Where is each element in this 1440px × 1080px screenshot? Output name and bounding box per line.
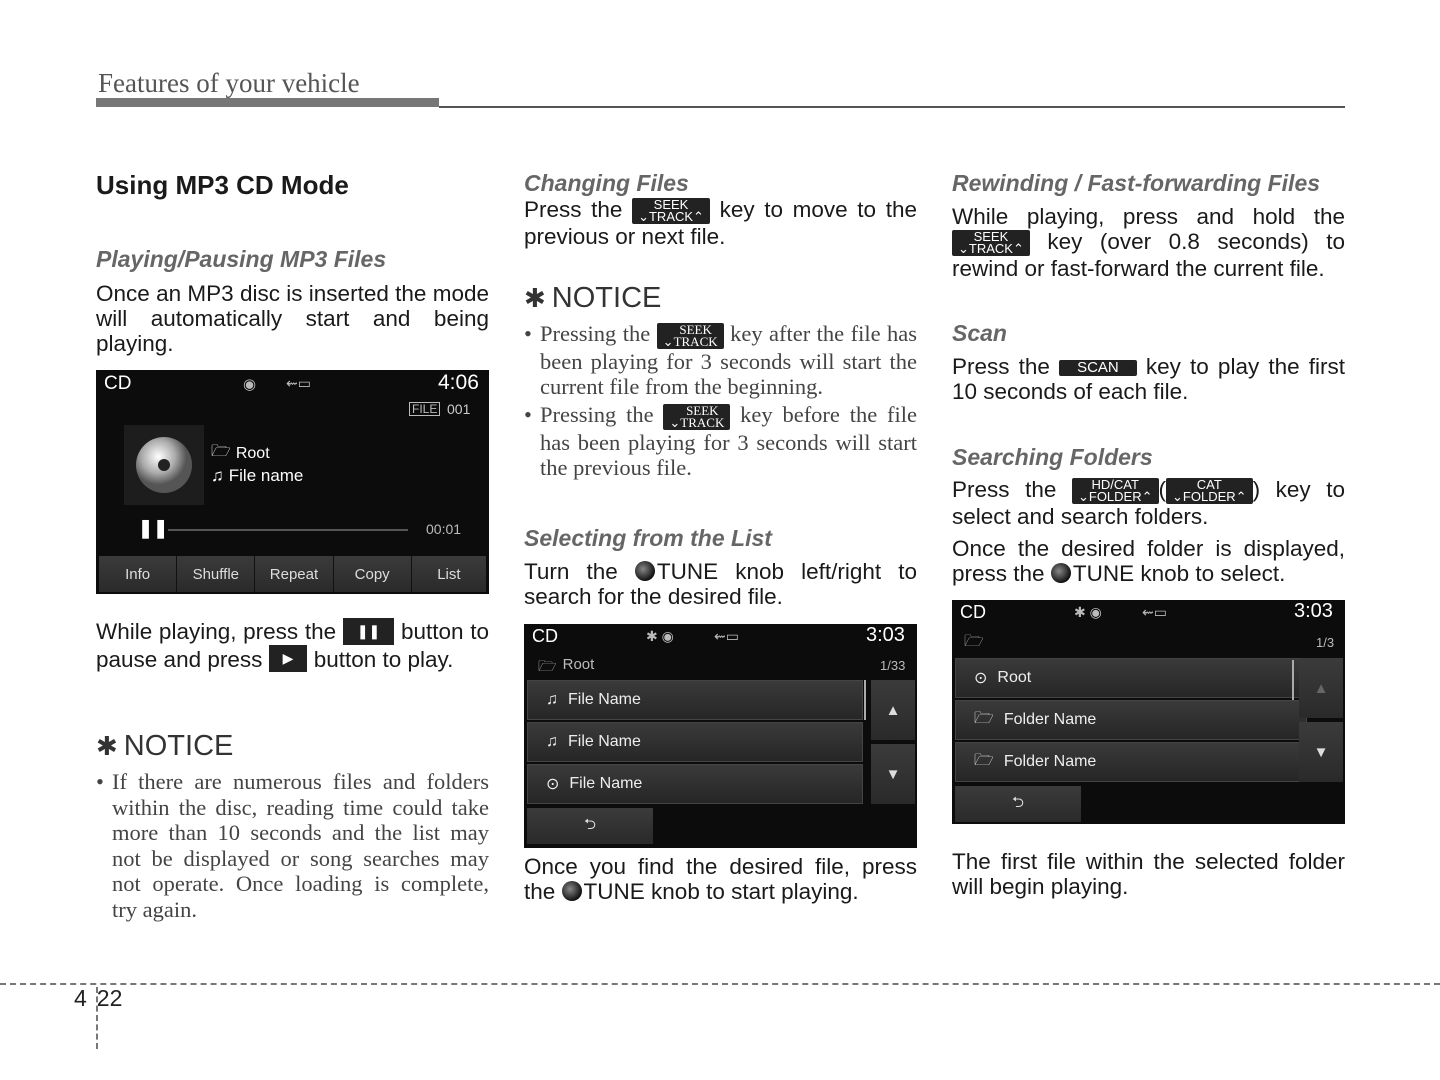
bluetooth-icon: ✱ ◉ bbox=[1074, 604, 1102, 620]
notice-item-1: • Pressing the ⌄SEEK TRACK key after the file has been playing for 3 seconds will start the current file from the beginning. bbox=[524, 321, 917, 400]
usb-icon: ⇜▭ bbox=[1142, 604, 1167, 620]
usb-icon: ⇜▭ bbox=[286, 375, 311, 391]
scroll-thumb[interactable] bbox=[864, 680, 866, 720]
folders-paragraph: Press the ⌄HD/CAT FOLDER⌃ ( ⌄CAT FOLDER⌃ ) key to select and search folders. bbox=[952, 477, 1345, 530]
folder-select-paragraph: Once the desired folder is displayed, press the TUNE knob to select. bbox=[952, 536, 1345, 586]
pause-text-a: While playing, press the bbox=[96, 619, 337, 644]
folder-name: Root bbox=[562, 656, 595, 673]
find-file-paragraph: Once you find the desired file, press the TUNE knob to start playing. bbox=[524, 854, 917, 904]
header-accent-bar bbox=[96, 98, 439, 107]
footer-vertical-divider bbox=[96, 987, 98, 1049]
play-circle-icon: ⊙ bbox=[974, 670, 988, 687]
subheading-searching-folders: Searching Folders bbox=[952, 444, 1153, 470]
folder-icon: 🗁 bbox=[211, 443, 231, 460]
hdcat-folder-key: ⌄HD/CAT FOLDER⌃ bbox=[1072, 478, 1159, 504]
scan-paragraph: Press the SCAN key to play the first 10 seconds of each file. bbox=[952, 354, 1345, 404]
selecting-paragraph: Turn the TUNE knob left/right to search for the desired file. bbox=[524, 559, 917, 609]
folder-icon: 🗁 bbox=[974, 751, 994, 769]
notice-item-2: • Pressing the ⌄SEEK TRACK key before the file has been playing for 3 seconds will start the previous file. bbox=[524, 402, 917, 481]
tab-copy[interactable]: Copy bbox=[334, 556, 412, 592]
page-in-chapter: 22 bbox=[96, 985, 123, 1011]
scan-key: SCAN bbox=[1059, 360, 1137, 376]
folder-icon: 🗁 bbox=[974, 709, 994, 727]
screen-source-label: CD bbox=[532, 626, 558, 646]
scroll-up-button[interactable]: ▲ bbox=[871, 680, 915, 740]
seek-track-key: ⌄SEEK TRACK⌃ bbox=[632, 198, 710, 224]
asterisk-icon: ✱ bbox=[524, 283, 546, 313]
list-item[interactable]: ⊙ File Name bbox=[527, 764, 863, 804]
scroll-up-button[interactable]: ▲ bbox=[1299, 658, 1343, 718]
cd-folder-screen bbox=[952, 600, 1345, 824]
screen-clock: 3:03 bbox=[1294, 600, 1333, 622]
asterisk-icon: ✱ bbox=[96, 731, 118, 761]
screen-source-label: CD bbox=[960, 602, 986, 622]
cd-list-screen bbox=[524, 624, 917, 848]
folder-icon: 🗁 bbox=[964, 633, 984, 650]
scroll-down-button[interactable]: ▼ bbox=[1299, 722, 1343, 782]
header-rule bbox=[439, 106, 1345, 108]
seek-track-key: ⌄SEEK TRACK bbox=[657, 323, 724, 349]
tune-knob-icon bbox=[1051, 563, 1071, 583]
list-item[interactable]: ♫ File Name bbox=[527, 722, 863, 762]
music-note-icon: ♫ bbox=[211, 466, 224, 485]
first-file-paragraph: The first file within the selected folder will begin playing. bbox=[952, 849, 1345, 899]
pause-button-icon: ❚❚ bbox=[343, 618, 394, 645]
tab-list[interactable]: List bbox=[412, 556, 486, 592]
list-item[interactable]: ⊙ Root bbox=[955, 658, 1307, 698]
elapsed-time: 00:01 bbox=[426, 521, 462, 537]
folder-line bbox=[538, 656, 594, 681]
chapter-number: 4 bbox=[74, 985, 87, 1011]
tab-shuffle[interactable]: Shuffle bbox=[177, 556, 255, 592]
play-button-icon: ▶ bbox=[269, 645, 308, 672]
screen-tab-bar bbox=[99, 556, 486, 592]
cat-folder-key: ⌄CAT FOLDER⌃ bbox=[1166, 478, 1253, 504]
folder-line bbox=[211, 440, 270, 467]
tab-info[interactable]: Info bbox=[99, 556, 177, 592]
changing-text-a: Press the bbox=[524, 197, 623, 222]
section-header: Features of your vehicle bbox=[98, 68, 360, 98]
music-note-icon: ♫ bbox=[546, 691, 558, 708]
notice-item: • If there are numerous files and folders within the disc, reading time could take more than 10 seconds and the list may not be displayed or song searches may not operate. Once loading is complete, try again. bbox=[96, 769, 489, 922]
list-item[interactable]: ♫ File Name bbox=[527, 680, 863, 720]
back-button[interactable]: ⮌ bbox=[955, 786, 1081, 822]
notice-heading-2 bbox=[524, 282, 661, 315]
play-circle-icon: ⊙ bbox=[546, 776, 560, 793]
file-line bbox=[211, 466, 303, 486]
subheading-playing-pausing: Playing/Pausing MP3 Files bbox=[96, 246, 387, 272]
notice-heading-1 bbox=[96, 730, 233, 763]
file-name: File name bbox=[228, 466, 304, 485]
pause-play-paragraph bbox=[96, 619, 489, 674]
footer-divider bbox=[0, 983, 1440, 985]
notice-label: NOTICE bbox=[551, 282, 662, 314]
subheading-changing-files: Changing Files bbox=[524, 170, 689, 196]
playing-paragraph: Once an MP3 disc is inserted the mode will automatically start and being playing. bbox=[96, 281, 489, 356]
subheading-selecting-list: Selecting from the List bbox=[524, 525, 772, 551]
back-button[interactable]: ⮌ bbox=[527, 808, 653, 844]
notice-label: NOTICE bbox=[123, 730, 234, 762]
file-badge: FILE bbox=[409, 402, 440, 416]
page-indicator: 1/33 bbox=[880, 658, 906, 673]
page-title: Using MP3 CD Mode bbox=[96, 170, 349, 200]
seek-track-key: ⌄SEEK TRACK⌃ bbox=[952, 230, 1030, 256]
changing-files-paragraph bbox=[524, 197, 917, 249]
pause-text-b: button to pause and press bbox=[96, 619, 489, 672]
notice-body-2 bbox=[524, 321, 917, 481]
pause-text-c: button to play. bbox=[313, 646, 454, 672]
folder-name: Root bbox=[235, 444, 270, 462]
tune-knob-icon bbox=[635, 561, 655, 581]
disc-status-icon: ◉ bbox=[243, 376, 257, 393]
pause-icon[interactable]: ❚❚ bbox=[138, 518, 169, 538]
file-number: 001 bbox=[447, 401, 471, 417]
scroll-down-button[interactable]: ▼ bbox=[871, 744, 915, 804]
rewinding-paragraph: While playing, press and hold the ⌄SEEK TRACK⌃ key (over 0.8 seconds) to rewind or fast-forward the current file. bbox=[952, 204, 1345, 282]
page-number bbox=[74, 985, 122, 1012]
notice-body-1 bbox=[96, 769, 489, 922]
folder-icon: 🗁 bbox=[538, 658, 557, 675]
list-item[interactable]: 🗁 Folder Name bbox=[955, 742, 1307, 782]
music-note-icon: ♫ bbox=[546, 733, 558, 750]
cd-playing-screen bbox=[96, 370, 489, 594]
tune-knob-icon bbox=[562, 881, 582, 901]
changing-text-b: key to move to the previous or next file. bbox=[524, 197, 917, 250]
progress-bar[interactable] bbox=[168, 529, 408, 531]
tab-repeat[interactable]: Repeat bbox=[255, 556, 333, 592]
cd-disc-icon bbox=[135, 436, 193, 494]
album-art-frame bbox=[124, 425, 204, 505]
screen-clock: 4:06 bbox=[438, 371, 479, 394]
bluetooth-icon: ✱ ◉ bbox=[646, 628, 674, 644]
scroll-thumb[interactable] bbox=[1292, 660, 1294, 700]
list-item[interactable]: 🗁 Folder Name bbox=[955, 700, 1307, 740]
screen-clock: 3:03 bbox=[866, 624, 905, 646]
page-indicator: 1/3 bbox=[1316, 635, 1335, 650]
seek-track-key: ⌄SEEK TRACK bbox=[663, 404, 730, 430]
screen-source-label: CD bbox=[104, 373, 132, 394]
subheading-rewinding: Rewinding / Fast-forwarding Files bbox=[952, 170, 1321, 196]
subheading-scan: Scan bbox=[952, 320, 1007, 346]
usb-icon: ⇜▭ bbox=[714, 628, 739, 644]
